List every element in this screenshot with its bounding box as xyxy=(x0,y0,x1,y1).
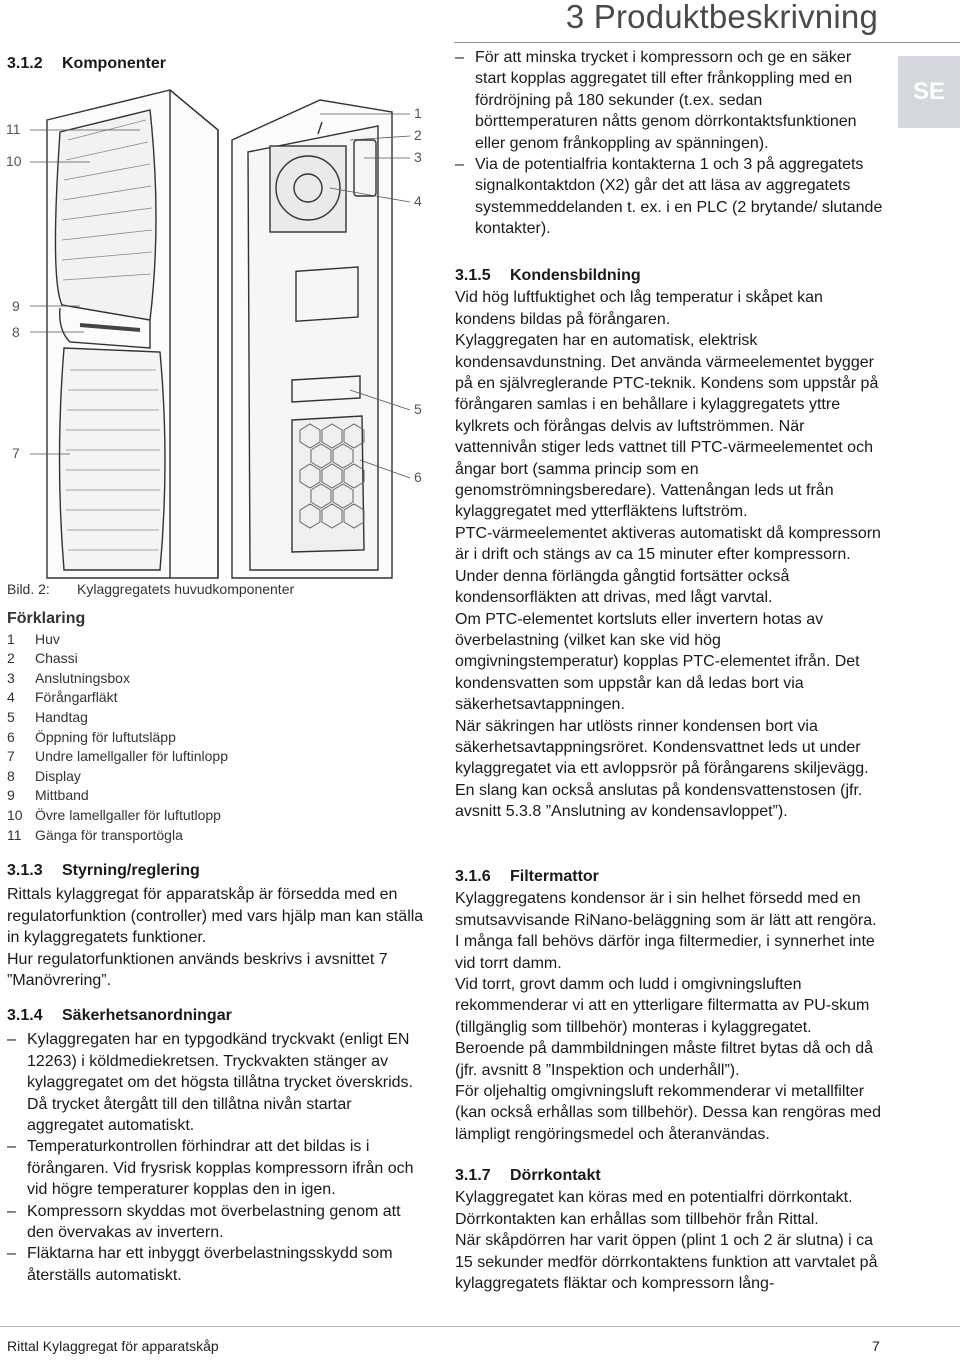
paragraph: När skåpdörren har varit öppen (plint 1 och 2 är slutna) i ca 15 sekunder medför dörrkontaktens funktion att varvtalet på kylaggregatets fläktar och kompressorn lång- xyxy=(455,1232,878,1293)
list-item: – Via de potentialfria kontakterna 1 och 3 på aggregatets signalkontaktdon (X2) går det att läsa av aggregatets systemmeddelanden t. ex. i en PLC (2 brytande/ slutande kontakter). xyxy=(455,154,885,240)
figure-label-10: 10 xyxy=(6,153,22,169)
section-heading-3-1-3: 3.1.3 Styrning/reglering xyxy=(7,862,200,879)
header-rule xyxy=(454,42,960,43)
legend-item: 5 Handtag xyxy=(7,708,88,725)
figure-label-4: 4 xyxy=(414,193,422,209)
figure-label-5: 5 xyxy=(414,401,422,417)
legend-item: 7 Undre lamellgaller för luftinlopp xyxy=(7,748,228,765)
language-tab: SE xyxy=(898,56,960,128)
figure-label-1: 1 xyxy=(414,105,422,121)
paragraph: PTC-värmeelementet aktiveras automatiskt då kompressorn är i drift och stängs av ca 15 minuter efter kompressorn. Under denna förlängda gångtid fortsätter också kondensorfläkten att drivas, med lågt varvtal. xyxy=(455,524,881,607)
paragraph: Kylaggregaten har en automatisk, elektrisk kondensavdunstning. Det använda värmeelementet bygger på en självreglerande PTC-teknik. Kondens som uppstår på förångaren samlas i en behållare i kylaggregatets yttre kylkrets och förångas delvis av luftströmmen. När vattennivån stiger leds vattnet till PTC-värmeelementet och ångar bort (samma princip som en genomströmningsberedare). Vattenångan leds ut från kylaggregatet med ytterfläktens luftström. xyxy=(455,332,879,521)
figure-label-7: 7 xyxy=(12,445,20,461)
legend-item: 11 Gänga för transportögla xyxy=(7,826,183,843)
legend-item: 9 Mittband xyxy=(7,787,89,804)
legend-item: 2 Chassi xyxy=(7,650,78,667)
figure-label-2: 2 xyxy=(414,127,422,143)
list-item: – Kylaggregaten har en typgodkänd tryckvakt (enligt EN 12263) i köldmediekretsen. Tryckvakten stänger av kylaggregatet om det högsta tillåtna trycket överskrids. Då trycket återgått till den tillåtna nivån startar aggregatet automatiskt. xyxy=(7,1029,427,1136)
section-heading-3-1-6: 3.1.6 Filtermattor xyxy=(455,868,599,885)
figure-label-6: 6 xyxy=(414,469,422,485)
list-item: – Temperaturkontrollen förhindrar att det bildas is i förångaren. Vid frysrisk kopplas kompressorn ifrån och vid högre temperaturer kopplas den in igen. xyxy=(7,1136,427,1200)
legend-item: 4 Förångarfläkt xyxy=(7,689,118,706)
legend-title: Förklaring xyxy=(7,610,86,627)
footer-rule xyxy=(0,1326,960,1327)
cooling-unit-illustration xyxy=(0,80,440,580)
section-3-1-5 xyxy=(455,265,885,823)
list-item: – För att minska trycket i kompressorn och ge en säker start kopplas aggregatet till efter frånkoppling med en fördröjning på 180 sekunder (t.ex. sedan börttemperaturen nåtts genom dörrkontaktsfunktionen eller genom frånkoppling av spänningen). xyxy=(455,47,885,154)
list-item: – Fläktarna har ett inbyggt överbelastningsskydd som återställs automatiskt. xyxy=(7,1243,427,1286)
section-heading-3-1-5: 3.1.5 Kondensbildning xyxy=(455,267,641,284)
section-heading-3-1-4: 3.1.4 Säkerhetsanordningar xyxy=(7,1007,232,1024)
section-heading-3-1-7: 3.1.7 Dörrkontakt xyxy=(455,1167,601,1184)
section-heading-3-1-2: 3.1.2 Komponenter xyxy=(7,55,166,72)
legend-item: 8 Display xyxy=(7,767,81,784)
figure-caption: Bild. 2: Kylaggregatets huvudkomponenter xyxy=(7,581,295,597)
section-3-1-3 xyxy=(7,860,427,991)
paragraph: Rittals kylaggregat för apparatskåp är försedda med en regulatorfunktion (controller) med vars hjälp man kan ställa in kylaggregatets funktioner. xyxy=(7,886,424,947)
section-3-1-7 xyxy=(455,1165,885,1294)
paragraph: För oljehaltig omgivningsluft rekommenderar vi metallfilter (kan också erhållas som tillbehör). Dessa kan rengöras med lämpligt rengöringsmedel och återanvändas. xyxy=(455,1083,881,1143)
chapter-title: 3 Produktbeskrivning xyxy=(565,0,878,35)
paragraph: Vid hög luftfuktighet och låg temperatur i skåpet kan kondens bildas på förångaren. xyxy=(455,289,823,328)
legend-item: 3 Anslutningsbox xyxy=(7,669,130,686)
paragraph: Om PTC-elementet kortsluts eller invertern hotas av överbelastning (vilket kan ske vid hög omgivningstemperatur) kopplas PTC-elementet ifrån. Det kondensvatten som uppstår kan då ledas bort via säkerhetsavtappningen. xyxy=(455,610,860,714)
legend-item: 6 Öppning för luftutsläpp xyxy=(7,728,176,745)
legend-item: 1 Huv xyxy=(7,630,60,647)
paragraph: Kylaggregatet kan köras med en potentialfri dörrkontakt. Dörrkontakten kan erhållas som tillbehör från Rittal. xyxy=(455,1189,853,1228)
figure-label-11: 11 xyxy=(6,121,21,137)
legend-item: 10 Övre lamellgaller för luftutlopp xyxy=(7,806,221,823)
figure-label-3: 3 xyxy=(414,149,422,165)
paragraph: Vid torrt, grovt damm och ludd i omgivningsluften rekommenderar vi att en ytterligare filtermatta av PU-skum (tillgänglig som tillbehör) monteras i kylaggregatet. Beroende på dammbildningen måste filtret bytas då och då (jfr. avsnitt 8 ”Inspektion och underhåll”). xyxy=(455,976,874,1079)
figure-components xyxy=(0,80,440,580)
right-top-list xyxy=(455,47,885,240)
paragraph: Kylaggregatens kondensor är i sin helhet försedd med en smutsavvisande RiNano-beläggning som är lätt att rengöra. I många fall behövs därför inga filtermedier, i synnerhet inte vid torrt damm. xyxy=(455,890,877,972)
page-number: 7 xyxy=(872,1338,880,1354)
figure-label-8: 8 xyxy=(12,324,20,340)
figure-label-9: 9 xyxy=(12,298,20,314)
figure-legend xyxy=(7,609,427,845)
section-3-1-4 xyxy=(7,1005,427,1286)
paragraph: När säkringen har utlösts rinner kondensen bort via säkerhetsavtappningsröret. Kondensvattnet leds ut under kylaggregatet via ett avloppsrör på förångarens skiljevägg. En slang kan också anslutas på kondensvattenstosen (jfr. avsnitt 5.3.8 ”Anslutning av kondensavloppet”). xyxy=(455,717,869,821)
section-3-1-6 xyxy=(455,866,885,1145)
footer-title: Rittal Kylaggregat för apparatskåp xyxy=(7,1338,219,1354)
list-item: – Kompressorn skyddas mot överbelastning genom att den övervakas av invertern. xyxy=(7,1201,427,1244)
paragraph: Hur regulatorfunktionen används beskrivs i avsnittet 7 ”Manövrering”. xyxy=(7,950,388,990)
